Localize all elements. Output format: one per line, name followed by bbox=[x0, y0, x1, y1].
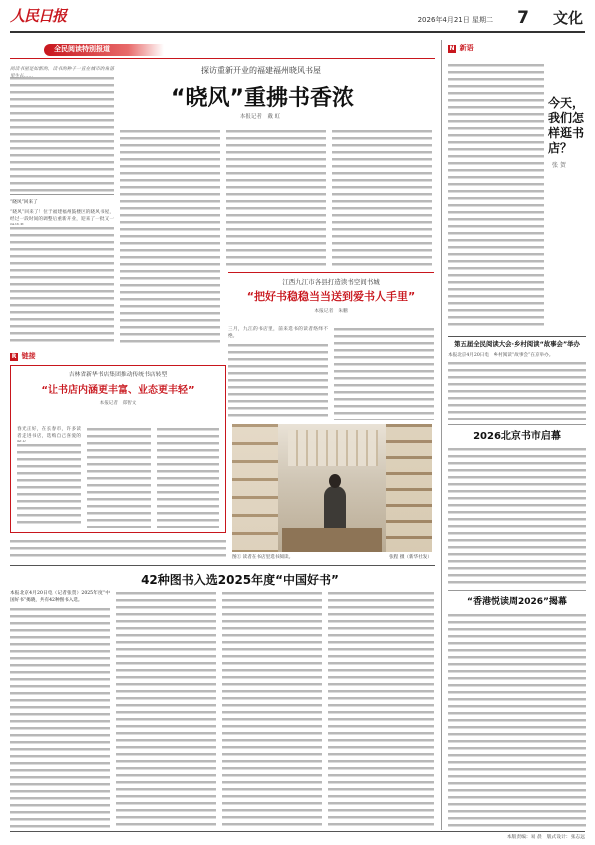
lead-kicker: 探访重新开业的福建福州晓风书屋 bbox=[201, 66, 321, 75]
lead-body-col1: “晓风”回来了！位于福建福州鼓楼区的晓风书屋，经过一段时间的调整后重新开业，迎来了一批又一 bbox=[10, 210, 114, 222]
middle-kicker: 江西九江市各县打造读书空间书城 bbox=[282, 278, 380, 286]
special-report-banner bbox=[44, 44, 164, 56]
lead-headline: “晓风”重拂书香浓 bbox=[171, 86, 354, 111]
bottom-headline: 42种图书入选2025年度“中国好书” bbox=[141, 573, 339, 587]
photo-hanging-display bbox=[288, 430, 378, 466]
paper-logo: 人民日报 bbox=[10, 7, 67, 25]
issue-date: 2026年4月21日 星期二 bbox=[417, 16, 493, 24]
news-tag-icon: N bbox=[449, 45, 455, 52]
lead-intro-lines bbox=[10, 75, 114, 195]
middle-body-col1-lines bbox=[228, 342, 328, 420]
banner-label: 全民阅读特别报道 bbox=[54, 45, 110, 53]
brief3-headline: “香港悦读周2026”揭幕 bbox=[467, 597, 567, 607]
photo-caption: 图① 读者在书店里选书阅读。 bbox=[232, 555, 294, 560]
link-body-col1 bbox=[17, 442, 81, 528]
link-continue-text bbox=[10, 538, 226, 560]
red-rule bbox=[10, 58, 435, 59]
link-body-text: 春光正好，在长春市，许多读者走进书店，选购自己喜爱的 bbox=[17, 427, 81, 439]
photo-shelf-right bbox=[386, 424, 432, 552]
photo-reader-head bbox=[329, 474, 341, 488]
section-title: 文化 bbox=[552, 9, 583, 27]
link-body-col2 bbox=[87, 426, 151, 528]
bottom-body-col1: 本报北京4月20日电（记者张贺）2025年度“中国好书”揭晓，共有42种图书入选。 bbox=[10, 591, 110, 603]
brief3-body bbox=[448, 612, 586, 828]
news-tag-label: 新语 bbox=[459, 44, 474, 52]
bottom-body-col1-lines bbox=[10, 606, 110, 828]
news-divider-2 bbox=[448, 424, 586, 425]
link-section-tag bbox=[10, 352, 70, 362]
link-tag-label: 链接 bbox=[21, 352, 36, 360]
lead-body-col3 bbox=[226, 128, 326, 268]
brief2-headline: 2026北京书市启幕 bbox=[473, 431, 561, 442]
middle-byline: 本报记者 朱鹏 bbox=[314, 308, 348, 314]
link-kicker: 吉林省新华书店集团推动传统书店转型 bbox=[68, 372, 168, 378]
lead-body-col1-lines bbox=[10, 225, 114, 345]
column-headline: 今天，我们怎样逛书店？ bbox=[548, 96, 585, 155]
column-body-lines bbox=[448, 62, 544, 330]
bottom-body-col4 bbox=[328, 590, 434, 828]
middle-article-header bbox=[228, 272, 434, 322]
photo-table bbox=[282, 528, 382, 552]
right-column-divider bbox=[441, 40, 442, 830]
footer-editor: 本版责编：易 晨 版式设计：张志远 bbox=[506, 835, 585, 840]
brief2-body bbox=[448, 446, 586, 586]
masthead bbox=[10, 4, 585, 32]
bookstore-photo bbox=[232, 424, 432, 552]
intro-divider bbox=[10, 194, 114, 195]
news-divider-3 bbox=[448, 590, 586, 591]
brief1-headline: 第五届全民阅读大会·乡村阅读“故事会”举办 bbox=[454, 340, 580, 348]
news-tag bbox=[448, 44, 528, 54]
lead-byline: 本报记者 戴 虹 bbox=[239, 114, 281, 120]
link-section-box bbox=[10, 365, 226, 533]
column-author: 张 贺 bbox=[552, 162, 566, 169]
bottom-body-col2 bbox=[116, 590, 216, 828]
photo-shelf-left bbox=[232, 424, 278, 552]
masthead-rule bbox=[10, 31, 585, 33]
link-byline: 本报记者 郑智文 bbox=[99, 401, 137, 407]
link-body-col3 bbox=[157, 426, 219, 528]
link-tag-icon: R bbox=[11, 353, 17, 360]
lead-quote: “晓风”回来了 bbox=[10, 200, 38, 205]
bottom-rule bbox=[10, 565, 435, 566]
link-headline: “让书店内涵更丰富、业态更丰轻” bbox=[41, 384, 195, 396]
bottom-body-col3 bbox=[222, 590, 322, 828]
photo-credit: 张程 摄（新华社发） bbox=[389, 555, 432, 560]
lead-intro bbox=[10, 66, 114, 195]
middle-body-col2 bbox=[334, 326, 434, 420]
page-number: 7 bbox=[517, 8, 529, 28]
footer-rule bbox=[10, 831, 585, 832]
lead-body-col2 bbox=[120, 128, 220, 346]
brief1-body: 本报北京4月20日电 乡村阅读“故事会”在京举办。 bbox=[448, 353, 554, 358]
news-divider-1 bbox=[448, 336, 586, 337]
lead-body-col4 bbox=[332, 128, 432, 268]
middle-headline: “把好书稳稳当当送到爱书人手里” bbox=[246, 289, 416, 303]
brief1-body-lines bbox=[448, 360, 586, 420]
middle-body-col1: 三月，九江的书店里，前来选书的读者络绎不绝。 bbox=[228, 327, 328, 339]
lead-intro-text: 阅读书屋是如新的，读书的种子一直在城市的角落里生长…… bbox=[10, 67, 114, 79]
